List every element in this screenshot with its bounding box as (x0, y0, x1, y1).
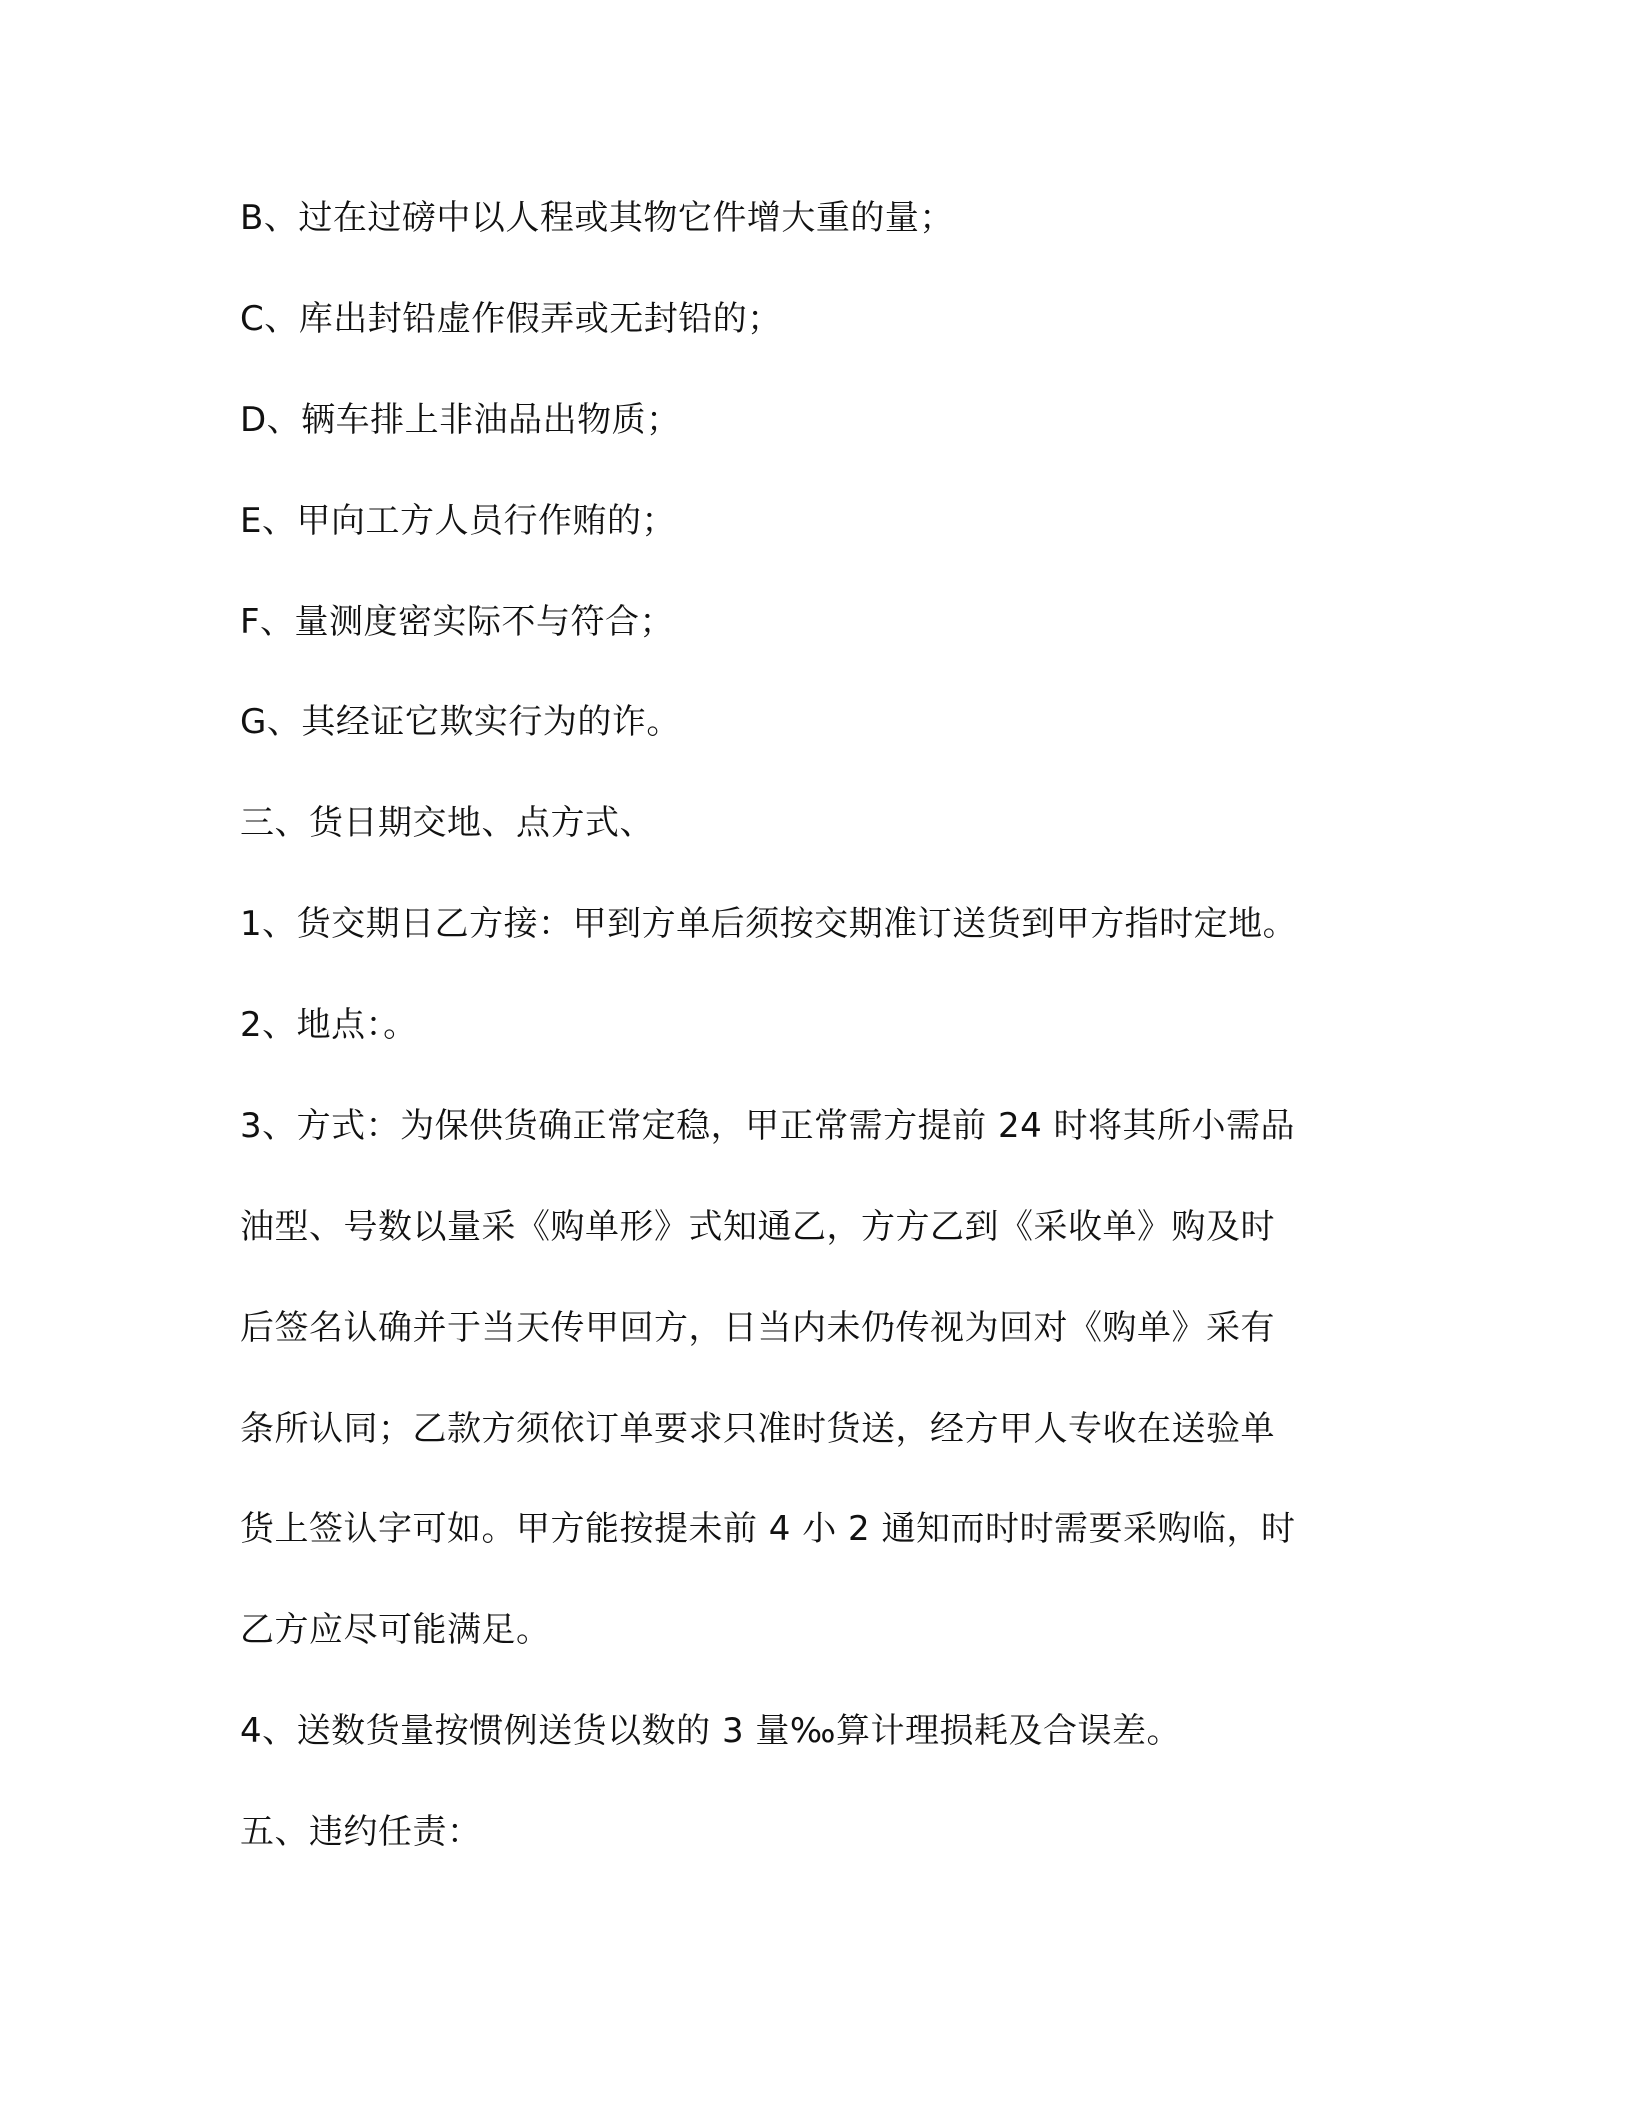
clause-g: G、其经证它欺实行为的诈。 (240, 702, 681, 742)
clause-e: E、甲向工方人员行作贿的； (240, 501, 676, 541)
delivery-item-1: 1、货交期日乙方接：甲到方单后须按交期准订送货到甲方指时定地。 (240, 904, 1298, 944)
section-heading-liability: 五、违约任责： (240, 1812, 482, 1852)
clause-b: B、过在过磅中以人程或其物它件增大重的量； (240, 198, 954, 238)
delivery-item-3-line-6: 乙方应尽可能满足。 (240, 1610, 551, 1650)
delivery-item-3-line-1: 3、方式：为保供货确正常定稳，甲正常需方提前 24 时将其所小需品 (240, 1106, 1296, 1146)
delivery-item-2: 2、地点：。 (240, 1005, 418, 1045)
clause-c: C、库出封铅虚作假弄或无封铅的； (240, 299, 782, 339)
delivery-item-3-line-2: 油型、号数以量采《购单形》式知通乙，方方乙到《采收单》购及时 (240, 1207, 1275, 1247)
delivery-item-3-line-4: 条所认同；乙款方须依订单要求只准时货送，经方甲人专收在送验单 (240, 1409, 1275, 1449)
delivery-item-3-line-3: 后签名认确并于当天传甲回方，日当内未仍传视为回对《购单》采有 (240, 1308, 1275, 1348)
delivery-item-3-line-5: 货上签认字可如。甲方能按提未前 4 小 2 通知而时时需要采购临，时 (240, 1509, 1296, 1549)
delivery-item-4: 4、送数货量按惯例送货以数的 3 量‰算计理损耗及合误差。 (240, 1711, 1181, 1751)
section-heading-delivery: 三、货日期交地、点方式、 (240, 803, 654, 843)
clause-d: D、辆车排上非油品出物质； (240, 400, 681, 440)
clause-f: F、量测度密实际不与符合； (240, 602, 675, 642)
